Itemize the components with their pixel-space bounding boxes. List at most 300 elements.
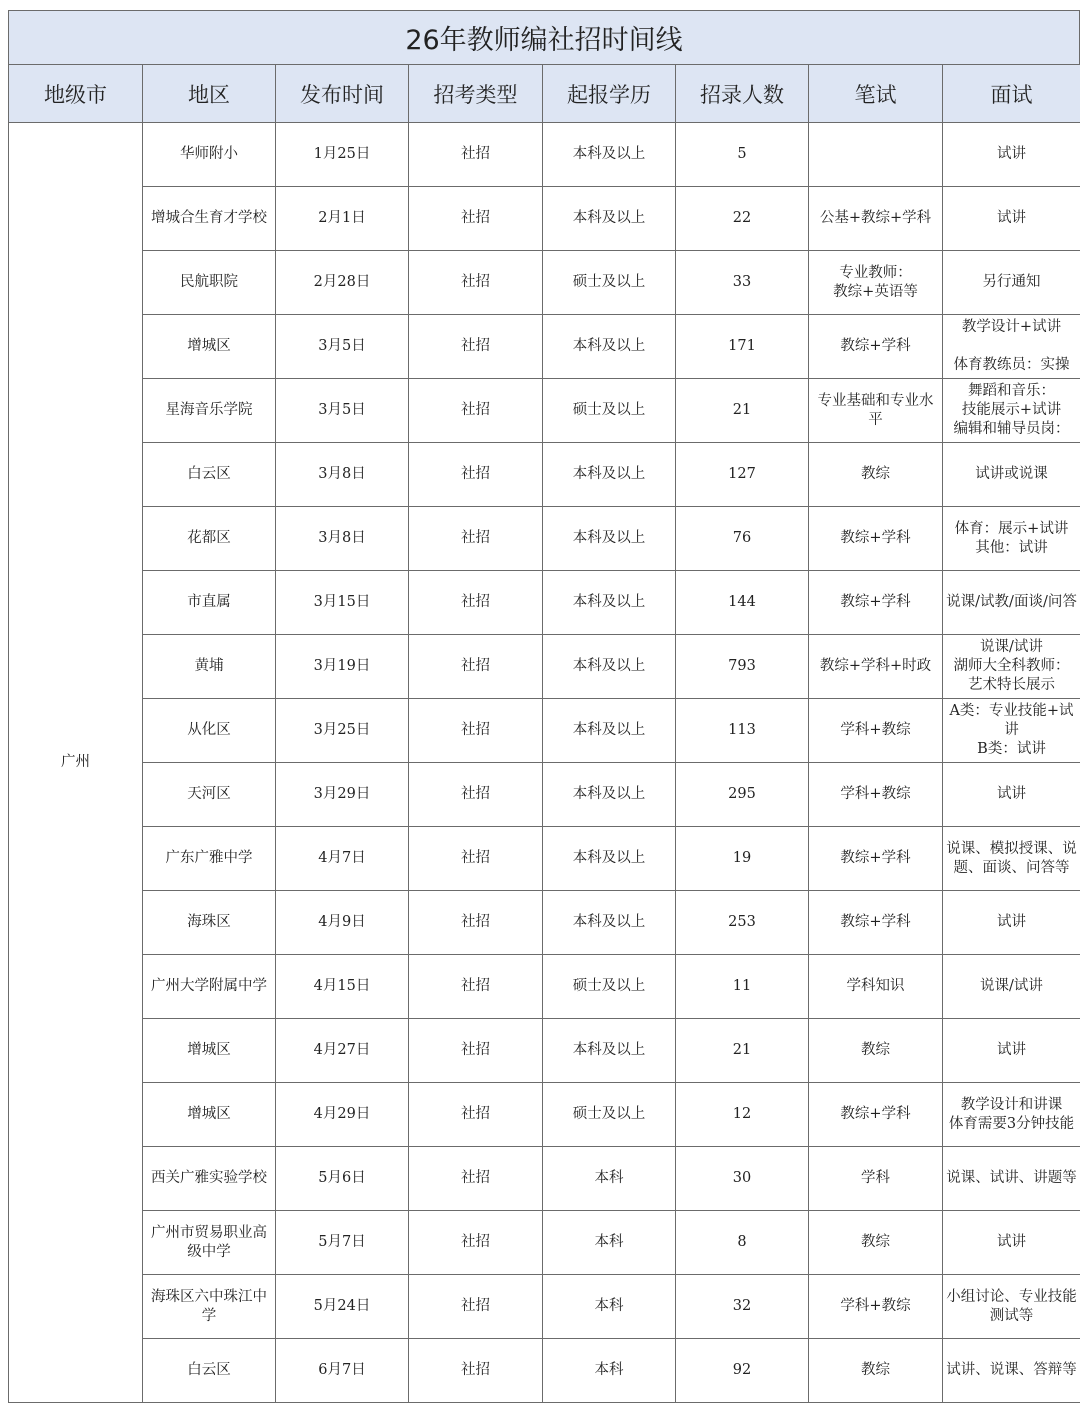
cell-area-text: 增城区 [187, 338, 231, 354]
cell-type[interactable] [409, 1339, 543, 1403]
cell-written-exam[interactable] [809, 123, 943, 187]
cell-education[interactable] [543, 827, 676, 891]
cell-education[interactable] [543, 1019, 676, 1083]
cell-interview-text: 试讲、说课、答辩等 [946, 1362, 1077, 1378]
cell-count[interactable] [676, 187, 809, 251]
cell-date[interactable] [276, 571, 409, 635]
cell-area-text: 广东广雅中学 [165, 850, 253, 866]
cell-count-text: 253 [728, 914, 756, 930]
cell-interview[interactable] [943, 1083, 1080, 1147]
header-interview: 面试 [943, 65, 1080, 123]
cell-type[interactable] [409, 251, 543, 315]
cell-type[interactable] [409, 635, 543, 699]
cell-type-text: 社招 [461, 530, 490, 546]
cell-interview[interactable] [943, 955, 1080, 1019]
table-row [9, 955, 1080, 1019]
table-row [9, 1339, 1080, 1403]
cell-type-text: 社招 [461, 978, 490, 994]
cell-type[interactable] [409, 955, 543, 1019]
cell-interview[interactable] [943, 763, 1080, 827]
cell-count-text: 127 [728, 466, 756, 482]
cell-date-text: 5月24日 [313, 1298, 371, 1314]
cell-count-text: 793 [728, 658, 756, 674]
cell-area-text: 增城区 [187, 1106, 231, 1122]
table-row [9, 1019, 1080, 1083]
cell-area-text: 西关广雅实验学校 [151, 1170, 267, 1186]
cell-date-text: 4月27日 [313, 1042, 371, 1058]
cell-interview-text: 教学设计+试讲 体育教练员：实操 [953, 319, 1070, 373]
cell-type-text: 社招 [461, 146, 490, 162]
cell-written-exam[interactable] [809, 1019, 943, 1083]
cell-count[interactable] [676, 251, 809, 315]
cell-type-text: 社招 [461, 1042, 490, 1058]
cell-date[interactable] [276, 763, 409, 827]
cell-written-exam-text: 公基+教综+学科 [819, 210, 932, 226]
cell-education[interactable] [543, 187, 676, 251]
cell-interview-text: 舞蹈和音乐： 技能展示+试讲 编辑和辅导员岗： [953, 383, 1070, 437]
cell-type[interactable] [409, 379, 543, 443]
cell-interview-text: 试讲 [997, 210, 1026, 226]
cell-date[interactable] [276, 379, 409, 443]
cell-written-exam[interactable] [809, 315, 943, 379]
cell-education[interactable] [543, 571, 676, 635]
cell-education-text: 本科及以上 [572, 530, 646, 546]
cell-interview-text: 试讲或说课 [975, 466, 1048, 482]
cell-count[interactable] [676, 635, 809, 699]
cell-date[interactable] [276, 1019, 409, 1083]
cell-education-text: 本科及以上 [572, 850, 646, 866]
cell-written-exam-text: 教综 [861, 1234, 890, 1250]
cell-type[interactable] [409, 827, 543, 891]
cell-type-text: 社招 [461, 466, 490, 482]
cell-date-text: 3月8日 [318, 530, 366, 546]
cell-written-exam[interactable] [809, 187, 943, 251]
cell-area-text: 海珠区 [187, 914, 231, 930]
cell-written-exam-text: 教综 [861, 466, 890, 482]
cell-type-text: 社招 [461, 1106, 490, 1122]
cell-interview[interactable] [943, 571, 1080, 635]
cell-area[interactable] [143, 123, 276, 187]
cell-education[interactable] [543, 1339, 676, 1403]
cell-written-exam-text: 教综+学科 [840, 530, 911, 546]
cell-area-text: 增城区 [187, 1042, 231, 1058]
cell-area-text: 花都区 [187, 530, 231, 546]
table-row [9, 251, 1080, 315]
cell-interview-text: 小组讨论、专业技能测试等 [946, 1288, 1077, 1324]
header-education: 起报学历 [543, 65, 676, 123]
cell-written-exam[interactable] [809, 507, 943, 571]
cell-education[interactable] [543, 955, 676, 1019]
cell-education-text: 本科及以上 [572, 786, 646, 802]
cell-area-text: 民航职院 [180, 274, 238, 290]
cell-type[interactable] [409, 1211, 543, 1275]
cell-type-text: 社招 [461, 786, 490, 802]
table-row [9, 1275, 1080, 1339]
cell-education[interactable] [543, 251, 676, 315]
cell-education[interactable] [543, 123, 676, 187]
sheet-title: 26年教师编社招时间线 [8, 10, 1080, 65]
table-row [9, 827, 1080, 891]
cell-count-text: 144 [728, 594, 756, 610]
cell-interview[interactable] [943, 1019, 1080, 1083]
cell-written-exam-text: 专业基础和专业水平 [817, 392, 934, 428]
cell-type[interactable] [409, 571, 543, 635]
cell-interview[interactable] [943, 443, 1080, 507]
cell-area[interactable] [143, 443, 276, 507]
cell-type[interactable] [409, 763, 543, 827]
cell-area-text: 星海音乐学院 [165, 402, 253, 418]
cell-written-exam[interactable] [809, 1147, 943, 1211]
cell-date-text: 4月15日 [313, 978, 371, 994]
cell-count[interactable] [676, 699, 809, 763]
cell-type-text: 社招 [461, 658, 490, 674]
cell-type[interactable] [409, 1083, 543, 1147]
cell-education-text: 本科及以上 [572, 338, 646, 354]
cell-city[interactable]: 广州 [9, 123, 143, 1403]
table-row [9, 315, 1080, 379]
cell-type-text: 社招 [461, 722, 490, 738]
cell-education[interactable] [543, 379, 676, 443]
cell-date-text: 4月29日 [313, 1106, 371, 1122]
table-row [9, 571, 1080, 635]
cell-date[interactable] [276, 827, 409, 891]
cell-date-text: 3月29日 [313, 786, 371, 802]
table-row [9, 1211, 1080, 1275]
cell-count-text: 22 [732, 210, 752, 226]
cell-interview[interactable] [943, 251, 1080, 315]
table-row [9, 443, 1080, 507]
cell-written-exam-text: 教综+学科 [840, 850, 911, 866]
cell-date[interactable] [276, 123, 409, 187]
cell-area-text: 从化区 [187, 722, 231, 738]
cell-education-text: 本科 [594, 1234, 624, 1250]
cell-count-text: 76 [732, 530, 752, 546]
cell-area[interactable] [143, 507, 276, 571]
cell-education[interactable] [543, 1211, 676, 1275]
table-body [9, 123, 1080, 1403]
cell-area[interactable] [143, 1275, 276, 1339]
cell-date-text: 3月15日 [313, 594, 371, 610]
header-type: 招考类型 [409, 65, 543, 123]
cell-written-exam-text: 教综+学科 [840, 338, 911, 354]
cell-interview[interactable] [943, 187, 1080, 251]
cell-interview-text: A类：专业技能+试讲 B类：试讲 [949, 703, 1074, 757]
cell-type[interactable] [409, 507, 543, 571]
cell-count-text: 19 [732, 850, 752, 866]
cell-count-text: 92 [732, 1362, 752, 1378]
cell-count-text: 171 [728, 338, 756, 354]
cell-education-text: 本科及以上 [572, 466, 646, 482]
cell-education[interactable] [543, 1083, 676, 1147]
cell-interview[interactable] [943, 379, 1080, 443]
cell-area[interactable] [143, 315, 276, 379]
cell-area[interactable] [143, 635, 276, 699]
cell-count-text: 21 [732, 1042, 752, 1058]
cell-written-exam[interactable] [809, 635, 943, 699]
cell-written-exam-text: 学科+教综 [840, 786, 911, 802]
cell-interview[interactable] [943, 1147, 1080, 1211]
cell-written-exam-text: 教综 [861, 1362, 890, 1378]
cell-interview[interactable] [943, 699, 1080, 763]
cell-type[interactable] [409, 1147, 543, 1211]
cell-area[interactable] [143, 955, 276, 1019]
cell-written-exam[interactable] [809, 443, 943, 507]
cell-interview-text: 说课/试教/面谈/问答 [946, 594, 1077, 610]
cell-education-text: 硕士及以上 [572, 1106, 646, 1122]
cell-count-text: 21 [732, 402, 752, 418]
cell-date[interactable] [276, 635, 409, 699]
cell-date-text: 3月5日 [318, 402, 366, 418]
cell-count-text: 295 [728, 786, 756, 802]
cell-area[interactable] [143, 1339, 276, 1403]
cell-count[interactable] [676, 827, 809, 891]
table-row [9, 1147, 1080, 1211]
cell-interview[interactable] [943, 827, 1080, 891]
cell-written-exam[interactable] [809, 827, 943, 891]
cell-interview-text: 教学设计和讲课 体育需要3分钟技能 [948, 1096, 1075, 1132]
cell-type-text: 社招 [461, 1298, 490, 1314]
cell-count[interactable] [676, 1147, 809, 1211]
cell-area[interactable] [143, 1147, 276, 1211]
cell-written-exam-text: 教综 [861, 1042, 890, 1058]
cell-written-exam-text: 专业教师： 教综+英语等 [833, 264, 918, 300]
cell-count-text: 30 [732, 1170, 752, 1186]
cell-education[interactable] [543, 699, 676, 763]
cell-education[interactable] [543, 635, 676, 699]
cell-date-text: 3月8日 [318, 466, 366, 482]
cell-education[interactable] [543, 443, 676, 507]
cell-type[interactable] [409, 187, 543, 251]
cell-type-text: 社招 [461, 210, 490, 226]
cell-interview-text: 说课/试讲 [980, 978, 1043, 994]
cell-date[interactable] [276, 1083, 409, 1147]
cell-interview-text: 试讲 [997, 786, 1026, 802]
cell-area-text: 天河区 [187, 786, 231, 802]
cell-area[interactable] [143, 827, 276, 891]
cell-area-text: 市直属 [187, 594, 231, 610]
cell-count-text: 32 [732, 1298, 752, 1314]
cell-area[interactable] [143, 891, 276, 955]
table-row [9, 379, 1080, 443]
cell-interview-text: 试讲 [997, 1042, 1026, 1058]
cell-education-text: 本科及以上 [572, 722, 646, 738]
cell-date[interactable] [276, 187, 409, 251]
cell-area[interactable] [143, 699, 276, 763]
cell-date-text: 4月9日 [318, 914, 366, 930]
header-area: 地区 [143, 65, 276, 123]
cell-area-text: 广州市贸易职业高级中学 [151, 1224, 267, 1260]
cell-written-exam-text: 教综+学科 [840, 594, 911, 610]
cell-written-exam[interactable] [809, 571, 943, 635]
cell-interview-text: 试讲 [997, 1234, 1026, 1250]
cell-date[interactable] [276, 443, 409, 507]
header-count: 招录人数 [676, 65, 809, 123]
cell-count[interactable] [676, 315, 809, 379]
cell-area[interactable] [143, 379, 276, 443]
cell-count-text: 12 [732, 1106, 752, 1122]
cell-interview[interactable] [943, 123, 1080, 187]
cell-education-text: 本科及以上 [572, 1042, 646, 1058]
cell-written-exam[interactable] [809, 379, 943, 443]
cell-count[interactable] [676, 571, 809, 635]
cell-date[interactable] [276, 315, 409, 379]
cell-count[interactable] [676, 891, 809, 955]
cell-area[interactable] [143, 1083, 276, 1147]
cell-area[interactable] [143, 187, 276, 251]
cell-date-text: 2月1日 [318, 210, 366, 226]
cell-area-text: 增城合生育才学校 [151, 210, 267, 226]
cell-interview[interactable] [943, 315, 1080, 379]
cell-interview-text: 另行通知 [982, 274, 1041, 290]
cell-education-text: 本科 [594, 1362, 624, 1378]
table-row [9, 1083, 1080, 1147]
cell-type[interactable] [409, 699, 543, 763]
cell-area[interactable] [143, 1211, 276, 1275]
cell-area-text: 白云区 [187, 1362, 231, 1378]
cell-interview-text: 试讲 [997, 146, 1026, 162]
cell-written-exam[interactable] [809, 1083, 943, 1147]
cell-date-text: 4月7日 [318, 850, 366, 866]
cell-written-exam[interactable] [809, 955, 943, 1019]
cell-interview-text: 说课、模拟授课、说题、面谈、问答等 [946, 840, 1077, 876]
cell-education[interactable] [543, 763, 676, 827]
cell-interview-text: 说课、试讲、讲题等 [946, 1170, 1077, 1186]
table-row [9, 891, 1080, 955]
cell-education-text: 硕士及以上 [572, 274, 646, 290]
table-row [9, 699, 1080, 763]
cell-date-text: 5月6日 [318, 1170, 366, 1186]
cell-education-text: 硕士及以上 [572, 978, 646, 994]
cell-area-text: 广州大学附属中学 [151, 978, 267, 994]
cell-education[interactable] [543, 315, 676, 379]
cell-education-text: 本科及以上 [572, 658, 646, 674]
cell-written-exam[interactable] [809, 251, 943, 315]
cell-area[interactable] [143, 1019, 276, 1083]
cell-type-text: 社招 [461, 850, 490, 866]
cell-count[interactable] [676, 1083, 809, 1147]
cell-type-text: 社招 [461, 1362, 490, 1378]
cell-interview[interactable] [943, 891, 1080, 955]
cell-education[interactable] [543, 891, 676, 955]
cell-date-text: 3月19日 [313, 658, 371, 674]
cell-count[interactable] [676, 955, 809, 1019]
cell-interview[interactable] [943, 1211, 1080, 1275]
cell-education-text: 硕士及以上 [572, 402, 646, 418]
cell-area[interactable] [143, 571, 276, 635]
cell-date-text: 5月7日 [318, 1234, 366, 1250]
cell-area-text: 白云区 [187, 466, 231, 482]
cell-education-text: 本科 [594, 1298, 624, 1314]
cell-date[interactable] [276, 1147, 409, 1211]
cell-type[interactable] [409, 443, 543, 507]
cell-date[interactable] [276, 507, 409, 571]
cell-type-text: 社招 [461, 274, 490, 290]
cell-count[interactable] [676, 123, 809, 187]
cell-count[interactable] [676, 1275, 809, 1339]
cell-count-text: 8 [737, 1234, 747, 1250]
cell-type[interactable] [409, 123, 543, 187]
cell-type[interactable] [409, 1019, 543, 1083]
cell-count[interactable] [676, 443, 809, 507]
cell-date[interactable] [276, 955, 409, 1019]
table-row [9, 635, 1080, 699]
cell-date-text: 3月25日 [313, 722, 371, 738]
cell-written-exam[interactable] [809, 1275, 943, 1339]
cell-type-text: 社招 [461, 914, 490, 930]
cell-written-exam-text: 学科+教综 [840, 722, 911, 738]
cell-type-text: 社招 [461, 1170, 490, 1186]
cell-count[interactable] [676, 1339, 809, 1403]
cell-written-exam-text: 学科知识 [846, 978, 905, 994]
cell-date[interactable] [276, 699, 409, 763]
cell-area-text: 海珠区六中珠江中学 [151, 1288, 267, 1324]
cell-type-text: 社招 [461, 594, 490, 610]
table-row [9, 763, 1080, 827]
cell-written-exam[interactable] [809, 891, 943, 955]
cell-count[interactable] [676, 763, 809, 827]
cell-interview[interactable] [943, 1275, 1080, 1339]
table-row [9, 123, 1080, 187]
cell-area[interactable] [143, 251, 276, 315]
cell-interview[interactable] [943, 1339, 1080, 1403]
cell-area[interactable] [143, 763, 276, 827]
header-date: 发布时间 [276, 65, 409, 123]
cell-date-text: 6月7日 [318, 1362, 366, 1378]
cell-interview-text: 体育：展示+试讲 其他：试讲 [954, 520, 1069, 556]
cell-written-exam-text: 教综+学科 [840, 914, 911, 930]
cell-type-text: 社招 [461, 1234, 490, 1250]
cell-written-exam[interactable] [809, 1211, 943, 1275]
cell-education-text: 本科及以上 [572, 210, 646, 226]
cell-education[interactable] [543, 1275, 676, 1339]
cell-written-exam[interactable] [809, 763, 943, 827]
cell-written-exam[interactable] [809, 699, 943, 763]
cell-written-exam-text: 教综+学科 [840, 1106, 911, 1122]
cell-type[interactable] [409, 1275, 543, 1339]
cell-date[interactable] [276, 251, 409, 315]
table-row [9, 507, 1080, 571]
cell-count[interactable] [676, 379, 809, 443]
cell-count[interactable] [676, 507, 809, 571]
cell-interview[interactable] [943, 507, 1080, 571]
cell-type-text: 社招 [461, 402, 490, 418]
cell-written-exam[interactable] [809, 1339, 943, 1403]
cell-count[interactable] [676, 1211, 809, 1275]
cell-date[interactable] [276, 891, 409, 955]
cell-date[interactable] [276, 1211, 409, 1275]
cell-type-text: 社招 [461, 338, 490, 354]
cell-count[interactable] [676, 1019, 809, 1083]
cell-education[interactable] [543, 507, 676, 571]
table-row [9, 187, 1080, 251]
cell-interview[interactable] [943, 635, 1080, 699]
header-city: 地级市 [9, 65, 143, 123]
header-written-exam: 笔试 [809, 65, 943, 123]
cell-written-exam-text: 学科 [861, 1170, 890, 1186]
cell-count-text: 5 [737, 146, 747, 162]
cell-type[interactable] [409, 891, 543, 955]
cell-date-text: 3月5日 [318, 338, 366, 354]
cell-date-text: 2月28日 [313, 274, 371, 290]
cell-education[interactable] [543, 1147, 676, 1211]
header-row [9, 65, 1080, 123]
cell-type[interactable] [409, 315, 543, 379]
cell-date[interactable] [276, 1339, 409, 1403]
cell-education-text: 本科及以上 [572, 914, 646, 930]
cell-date[interactable] [276, 1275, 409, 1339]
cell-count-text: 11 [732, 978, 752, 994]
cell-area-text: 黄埔 [194, 658, 224, 674]
